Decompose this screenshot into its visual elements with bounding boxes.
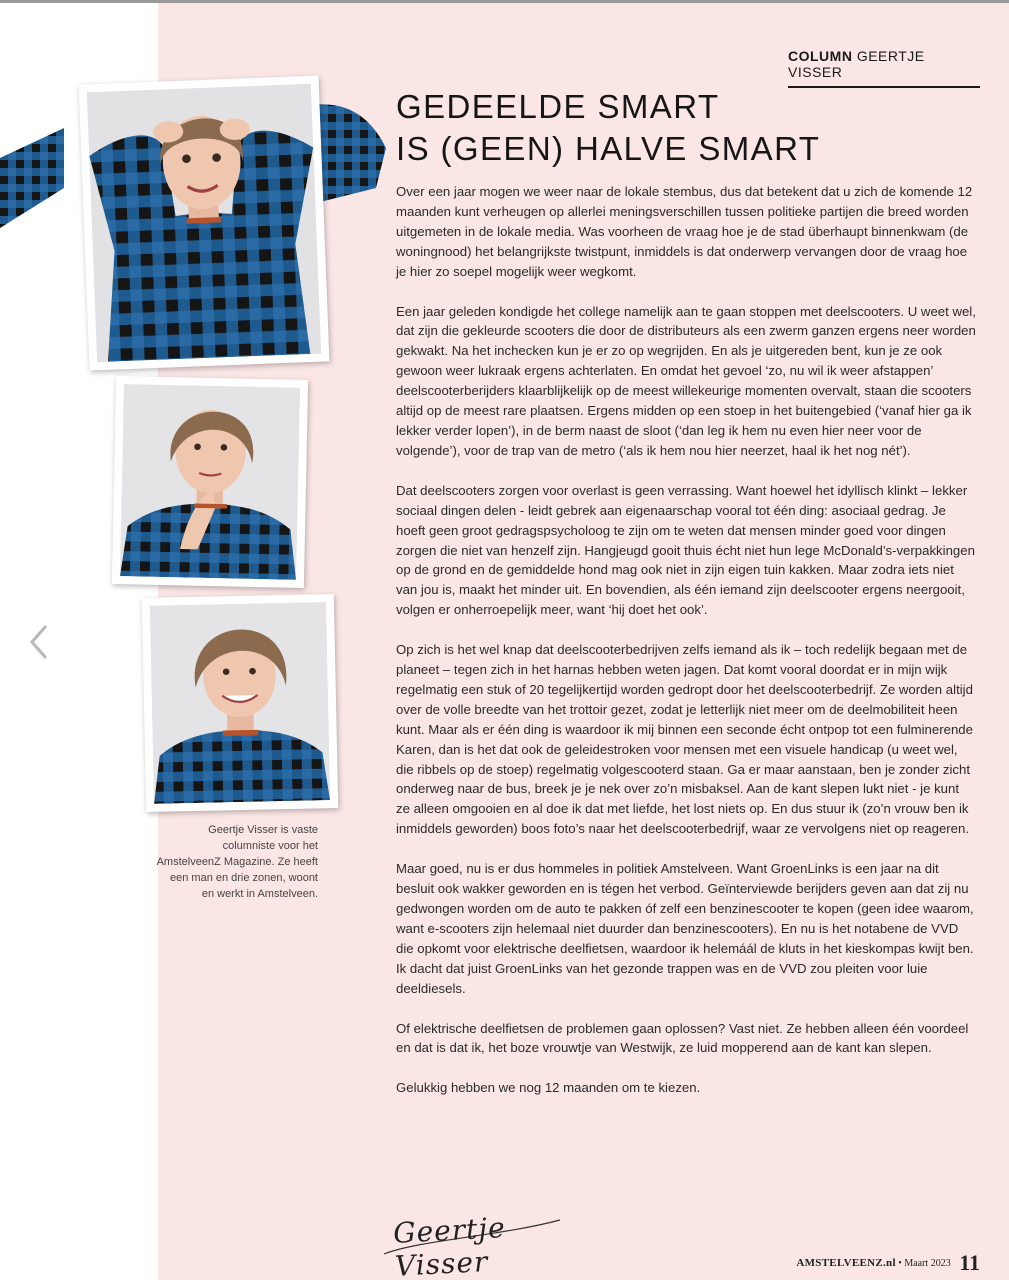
issue-date: Maart 2023 — [904, 1258, 951, 1269]
previous-page-button[interactable] — [24, 622, 56, 662]
column-label: COLUMN — [788, 48, 853, 64]
paragraph: Gelukkig hebben we nog 12 maanden om te kiezen. — [396, 1080, 701, 1096]
author-photo-3 — [142, 594, 338, 812]
column-author: GEERTJE VISSER — [788, 48, 925, 80]
paragraph: Dat deelscooters zorgen voor overlast is geen verrassing. Want hoewel het idyllisch klinkt – lekker sociaal dingen delen - leidt gebrek aan eigenaarschap vooral tot één ding: asociaal gedrag. Je hoeft geen groot gedragspsycholoog te zijn om te weten dat mensen minder goed voor dingen zorgen die niet van henzelf zijn. Hangjeugd gooit thuis écht niet hun lege McDonald’s-verpakkingen op de grond en de gemiddelde hond mag ook niet in zijn eigen tuin kakken. Maar zodra iets niet van jou is, maakt het minder uit. En bovendien, als één iemand zijn deelscooter ergens neergooit, volgen er onherroepelijk meer, want ‘hij doet het ook’. — [396, 482, 975, 618]
arm-extension-left — [0, 128, 64, 228]
article-body — [396, 182, 976, 1118]
page-number: 11 — [959, 1250, 980, 1275]
column-header — [788, 48, 980, 88]
paragraph: Op zich is het wel knap dat deelscooterbedrijven zelfs iemand als ik – toch redelijk begaan met de planeet – tegen zich in het harnas hebben weten jagen. Dat komt vooral doordat er in mijn wijk regelmatig een stuk of 20 tegelijkertijd worden gedropt door het deelscooterbedrijf. Ze worden altijd over de volle breedte van het trottoir gezet, zodat je letterlijk niet meer om de deelmobiliteit heen kunt. Maar als er één ding is waardoor ik mij binnen een seconde écht ontpop tot een fulminerende Karen, dan is het dat ook de geleidestroken voor mensen met een visuele handicap (u weet wel, die ribbels op de stoep) regelmatig volgescooterd staan. Ga er maar aanstaan, ben je zonder zicht onderweg naar de bus, breek je je nek over zo’n misbaksel. Aan de kant slepen lukt niet - je kunt ze alleen omgooien en al doe ik dat met liefde, het lost niets op. En dus stuur ik (zo’n vrouw ben ik inmiddels geworden) boos foto’s naar het deelscooterbedrijf, waar ze vervolgens niet op reageren. — [396, 642, 973, 837]
author-photo-2 — [112, 376, 308, 588]
paragraph: Over een jaar mogen we weer naar de lokale stembus, dus dat betekent dat u zich de komende 12 maanden kunt verheugen op allerlei meningsverschillen tussen politieke partijen die breed worden uitgemeten in de lokale media. Was voorheen de vraag hoe je de stad überhaupt binnenkwam (de woningnood) het belangrijkste twistpunt, inmiddels is dat onderwerp vervangen door de vraag hoe je hier zo soepel mogelijk weer wegkomt. — [396, 184, 973, 279]
article-title — [396, 86, 956, 170]
author-signature — [380, 1200, 580, 1283]
paragraph: Of elektrische deelfietsen de problemen gaan oplossen? Vast niet. Ze hebben alleen één voordeel en dat is dat ik, het boze vrouwtje van Westwijk, ze luid mopperend aan de kant kan slepen. — [396, 1020, 969, 1056]
author-photo-1 — [79, 75, 330, 370]
title-line-1: GEDEELDE SMART — [396, 88, 720, 125]
chevron-left-icon — [24, 622, 56, 662]
magazine-brand: AMSTELVEENZ.nl — [796, 1257, 896, 1269]
page-footer — [770, 1250, 980, 1276]
title-line-2: IS (GEEN) HALVE SMART — [396, 130, 821, 167]
footer-separator: • — [898, 1258, 902, 1269]
author-caption: Geertje Visser is vaste columniste voor het AmstelveenZ Magazine. Ze heeft een man en drie zonen, woont en werkt in Amstelveen. — [156, 824, 318, 900]
paragraph: Maar goed, nu is er dus hommeles in politiek Amstelveen. Want GroenLinks is een jaar na dit besluit ook wakker geworden en is tégen het verbod. Geïnterviewde berijders geven aan dat zij nu gedwongen worden om de auto te pakken óf zelf een benzinescooter te kopen (geen idee waarom, want e-scooters zijn helemaal niet duurder dan benzinescooters). En nu is het notabene de VVD die opkomt voor elektrische deelfietsen, waardoor ik helemáál de kluts in het kieskompas kwijt ben. Ik dacht dat juist GroenLinks van het gezonde trappen was en de VVD zou pleiten voor luie deeldiesels. — [396, 861, 974, 996]
signature-text: Geertje Visser — [392, 1211, 507, 1283]
paragraph: Een jaar geleden kondigde het college namelijk aan te gaan stoppen met deelscooters. U weet wel, dat zijn die gekleurde scooters die door de distributeurs als een zwerm ganzen ergens neer worden gekwakt. Na het inchecken kun je er zo op wegrijden. En als je uitgereden bent, kun je ze ook gewoon weer lukraak ergens achterlaten. En omdat het gevoel ‘zo, nu wil ik weer afstappen’ deelscooterberijders klaarblijkelijk op de meest willekeurige momenten overvalt, staan die scooters altijd op de meest rare plaatsen. Ergens midden op een stoep in het buitengebied (‘vanaf hier ga ik lekker verder lopen’), in de berm naast de sloot (‘dan leg ik hem nu even hier neer voor de volgende’), voor de trap van de metro (‘als ik hem nou hier neerzet, haal ik het nog nét’). — [396, 303, 976, 458]
